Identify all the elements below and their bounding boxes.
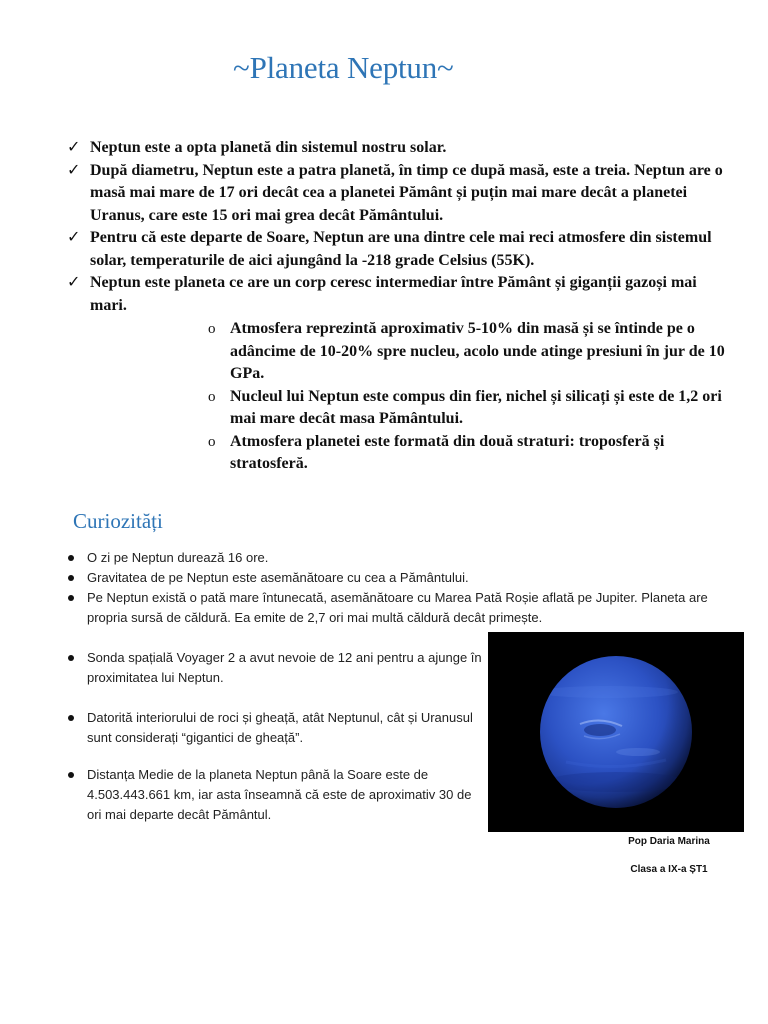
curiosity-text: O zi pe Neptun durează 16 ore. xyxy=(87,550,269,565)
sub-fact-text: Atmosfera reprezintă aproximativ 5-10% din masă și se întinde pe o adâncime de 10-20% spre nucleu, acolo unde atinge presiuni în jur de 10 GPa. xyxy=(230,320,725,382)
curiosity-item xyxy=(62,708,482,748)
dot-bullet-icon xyxy=(68,575,74,581)
fact-item xyxy=(62,160,734,228)
curiosities-list xyxy=(62,548,734,628)
class-label: Clasa a IX-a ȘT1 xyxy=(630,864,708,875)
sub-fact-text: Nucleul lui Neptun este compus din fier, nichel și silicați și este de 1,2 ori mai mare decât masa Pământului. xyxy=(230,387,722,427)
neptune-planet-illustration xyxy=(488,632,744,832)
fact-text: După diametru, Neptun este a patra planetă, în timp ce după masă, este a treia. Neptun are o masă mai mare de 17 ori decât cea a planetei Pământ și puțin mai mare decât a planetei Uranus, care este 15 ori mai grea decât Pământului. xyxy=(90,161,723,224)
curiosity-item xyxy=(62,568,734,588)
author-name: Pop Daria Marina xyxy=(628,836,710,847)
circle-o-bullet-icon: o xyxy=(208,321,216,337)
curiosity-text: Datorită interiorului de roci și gheață, atât Neptunul, cât și Uranusul sunt considerați “gigantici de gheață”. xyxy=(87,710,473,745)
sub-fact-text: Atmosfera planetei este formată din două straturi: troposferă și stratosferă. xyxy=(230,432,665,472)
curiosity-item xyxy=(62,765,482,825)
checkmark-icon: ✓ xyxy=(67,274,81,291)
curiosity-text: Gravitatea de pe Neptun este asemănătoare cu cea a Pământului. xyxy=(87,570,469,585)
curiosities-list-side xyxy=(62,765,482,825)
curiosity-text: Sonda spațială Voyager 2 a avut nevoie de 12 ani pentru a ajunge în proximitatea lui Neptun. xyxy=(87,650,482,685)
curiosity-text: Pe Neptun există o pată mare întunecată, asemănătoare cu Marea Pată Roșie aflată pe Jupiter. Planeta are propria sursă de căldură. Ea emite de 2,7 ori mai multă căldură decât primește. xyxy=(87,590,708,625)
fact-list xyxy=(62,137,734,317)
sub-fact-item xyxy=(205,386,735,431)
fact-text: Neptun este planeta ce are un corp ceresc intermediar între Pământ și giganții gazoși mai mari. xyxy=(90,274,697,314)
curiosity-item xyxy=(62,648,482,688)
checkmark-icon: ✓ xyxy=(67,139,81,156)
sub-fact-list xyxy=(205,318,735,476)
curiosities-heading: Curiozități xyxy=(73,509,163,533)
curiosities-list-side xyxy=(62,708,482,748)
curiosity-item xyxy=(62,588,734,628)
curiosity-item xyxy=(62,548,734,568)
sub-fact-item xyxy=(205,318,735,386)
page-title: ~Planeta Neptun~ xyxy=(233,50,454,85)
dot-bullet-icon xyxy=(68,715,74,721)
dot-bullet-icon xyxy=(68,655,74,661)
circle-o-bullet-icon: o xyxy=(208,433,216,450)
fact-item xyxy=(62,272,734,317)
curiosities-list-side xyxy=(62,648,482,688)
dot-bullet-icon xyxy=(68,595,74,601)
checkmark-icon: ✓ xyxy=(67,229,81,246)
dot-bullet-icon xyxy=(68,772,74,778)
fact-text: Neptun este a opta planetă din sistemul nostru solar. xyxy=(90,139,447,156)
dot-bullet-icon xyxy=(68,555,74,561)
checkmark-icon: ✓ xyxy=(67,161,81,179)
curiosity-text: Distanța Medie de la planeta Neptun până la Soare este de 4.503.443.661 km, iar asta înseamnă că este de aproximativ 30 de ori mai departe decât Pământul. xyxy=(87,767,472,822)
sub-fact-item xyxy=(205,431,735,476)
fact-item xyxy=(62,137,734,160)
circle-o-bullet-icon: o xyxy=(208,388,216,405)
fact-item xyxy=(62,227,734,272)
neptune-image xyxy=(488,632,744,832)
fact-text: Pentru că este departe de Soare, Neptun are una dintre cele mai reci atmosfere din sistemul solar, temperaturile de aici ajungând la -218 grade Celsius (55K). xyxy=(90,229,712,269)
